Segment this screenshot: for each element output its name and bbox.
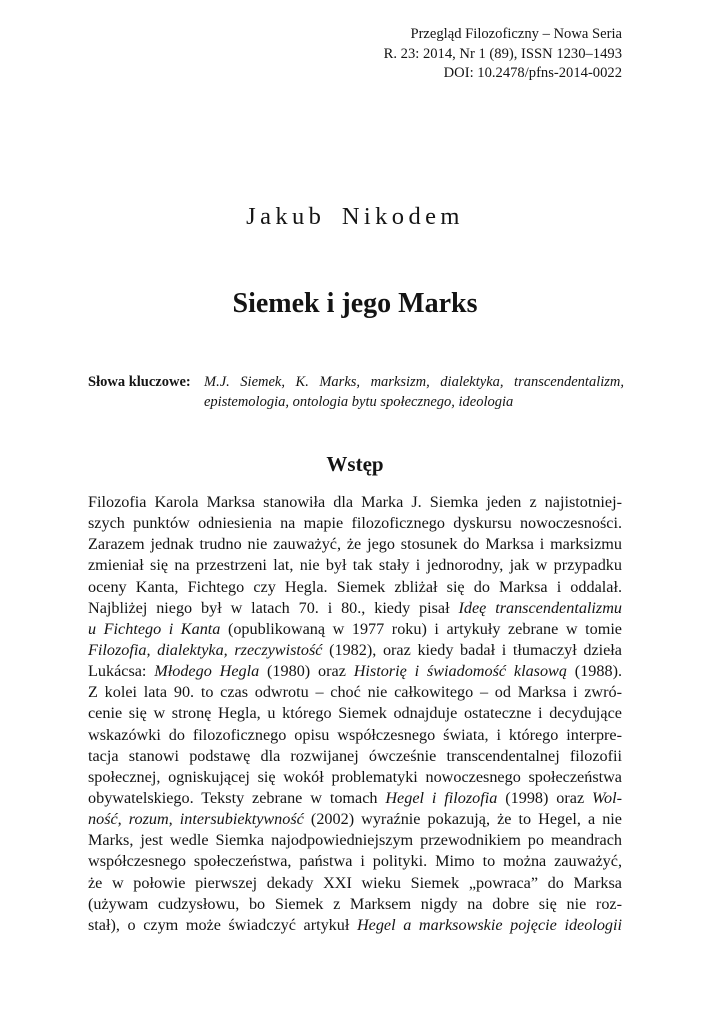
paragraph-line	[88, 640, 622, 661]
text-segment: współczesnego społeczeństwa, państwa i polityki. Mimo to można zauważyć,	[88, 852, 622, 871]
text-segment: (1982), oraz kiedy badał i tłumaczył dzieła	[322, 640, 622, 659]
text-segment: (1998) oraz	[497, 788, 593, 807]
text-segment: szych punktów odniesienia na mapie filozoficznego dyskursu nowoczesności.	[88, 514, 622, 533]
text-segment: (1988).	[566, 662, 623, 681]
body-paragraph	[88, 492, 622, 936]
text-segment: (używam cudzysłowu, bo Siemek z Marksem nigdy na dobre się nie roz-	[88, 894, 622, 913]
paragraph-line	[88, 830, 622, 851]
text-segment: Lukácsa:	[88, 662, 155, 681]
journal-doi: DOI: 10.2478/pfns-2014-0022	[443, 65, 622, 81]
italic-title-text: Hegel a marksowskie pojęcie ideologii	[356, 915, 623, 934]
text-segment: zmieniał się na przestrzeni lat, nie był tak stały i jednorodny, jak w przypadku	[88, 556, 622, 575]
italic-title-text: Historię i świadomość klasową	[353, 662, 567, 681]
text-segment: obywatelskiego. Teksty zebrane w tomach	[88, 788, 386, 807]
paragraph-line	[88, 492, 622, 513]
italic-title-text: Wol-	[592, 788, 623, 807]
paragraph-line	[88, 555, 622, 576]
text-segment: (1980) oraz	[259, 662, 354, 681]
paragraph-line	[88, 619, 622, 640]
paragraph-line	[88, 577, 622, 598]
text-segment: Z kolei lata 90. to czas odwrotu – choć nie całkowitego – od Marksa i zwró-	[88, 683, 622, 702]
paragraph-line	[88, 809, 622, 830]
keywords-values	[204, 372, 624, 412]
italic-title-text: Hegel i filozofia	[385, 788, 498, 807]
text-segment: wskazówki do filozoficznego opisu współczesnego świata, i którego interpre-	[88, 725, 622, 744]
text-segment: Najbliżej niego był w latach 70. i 80., kiedy pisał	[88, 598, 459, 617]
text-segment: Marks, jest wedle Siemka najodpowiedniejszym przewodnikiem po meandrach	[88, 831, 622, 850]
italic-title-text: Ideę transcendentalizmu	[458, 598, 622, 617]
paragraph-line	[88, 767, 622, 788]
text-segment: Zarazem jednak trudno nie zauważyć, że jego stosunek do Marksa i marksizmu	[88, 535, 622, 554]
italic-title-text: Młodego Hegla	[154, 662, 260, 681]
paragraph-line	[88, 873, 622, 894]
text-segment: społecznej, ogniskującej się wokół problematyki nowoczesnego społeczeństwa	[88, 767, 622, 786]
text-segment: (opublikowaną w 1977 roku) i artykuły zebrane w tomie	[220, 619, 622, 638]
article-title: Siemek i jego Marks	[232, 288, 478, 319]
text-segment: (2002) wyraźnie pokazują, że to Hegel, a nie	[303, 810, 622, 829]
text-segment: cenie się w stronę Hegla, u którego Siemek odnajduje ostateczne i decydujące	[88, 704, 622, 723]
journal-header	[384, 25, 622, 84]
author-name: Jakub Nikodem	[246, 203, 464, 230]
paragraph-line	[88, 894, 622, 915]
text-segment: że w połowie pierwszej dekady XXI wieku Siemek „powraca” do Marksa	[88, 873, 622, 892]
italic-title-text: Filozofia, dialektyka, rzeczywistość	[88, 640, 323, 659]
text-segment: tacja stanowi podstawę dla rozwijanej ówcześnie transcendentalnej filozofii	[88, 746, 622, 765]
paragraph-line	[88, 598, 622, 619]
paragraph-line	[88, 851, 622, 872]
keywords-line: epistemologia, ontologia bytu społecznego, ideologia	[204, 394, 514, 410]
paragraph-line	[88, 788, 622, 809]
section-heading: Wstęp	[326, 452, 384, 476]
italic-title-text: ność, rozum, intersubiektywność	[88, 810, 304, 829]
journal-issue: R. 23: 2014, Nr 1 (89), ISSN 1230–1493	[383, 45, 622, 62]
paragraph-line	[88, 661, 622, 682]
paragraph-line	[88, 725, 622, 746]
paragraph-line	[88, 534, 622, 555]
paragraph-line	[88, 703, 622, 724]
text-segment: oceny Kanta, Fichtego czy Hegla. Siemek zbliżał się do Marksa i oddalał.	[88, 577, 622, 596]
paragraph-line	[88, 513, 622, 534]
text-segment: Filozofia Karola Marksa stanowiła dla Marka J. Siemka jeden z najistotniej-	[88, 493, 622, 511]
italic-title-text: u Fichtego i Kanta	[88, 619, 221, 638]
paragraph-line	[88, 915, 622, 936]
paragraph-line	[88, 682, 622, 703]
keywords-label: Słowa kluczowe:	[88, 374, 191, 390]
paragraph-line	[88, 746, 622, 767]
keywords-line: M.J. Siemek, K. Marks, marksizm, dialektyka, transcendentalizm,	[204, 374, 624, 390]
journal-name: Przegląd Filozoficzny – Nowa Seria	[410, 26, 622, 42]
text-segment: stał), o czym może świadczyć artykuł	[88, 915, 357, 934]
